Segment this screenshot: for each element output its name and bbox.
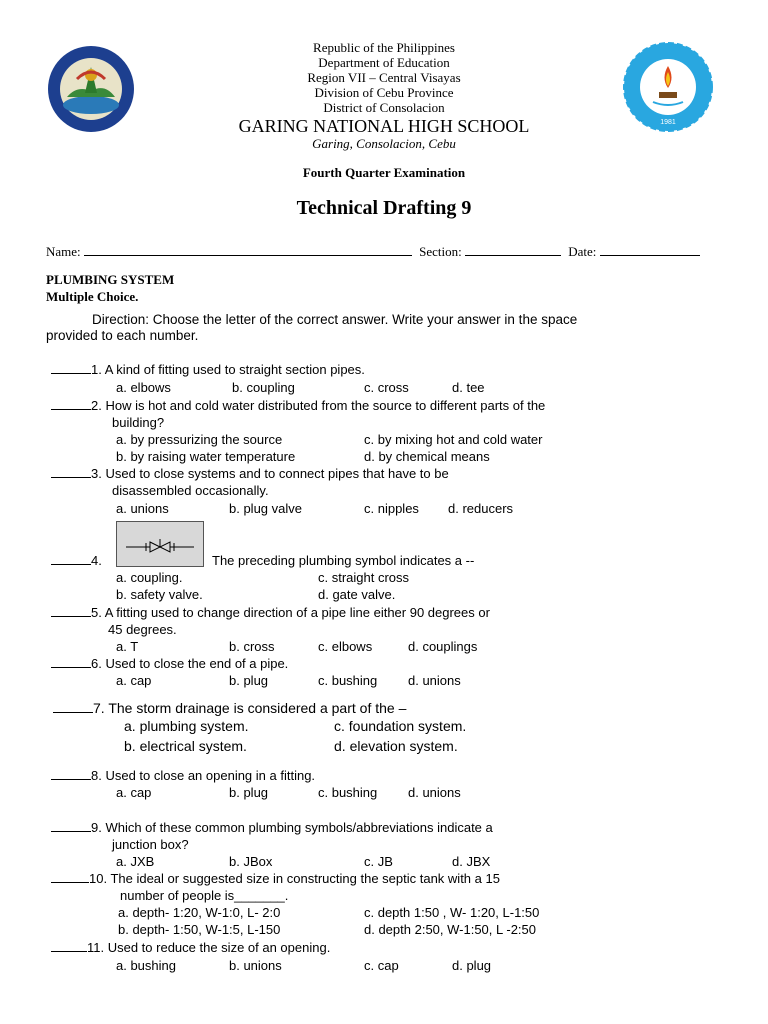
option: b. plug valve — [229, 501, 302, 516]
option: b. electrical system. — [124, 738, 247, 754]
section-label: Section: — [419, 244, 462, 259]
option: d. elevation system. — [334, 738, 458, 754]
answer-blank[interactable] — [51, 939, 87, 952]
option: d. by chemical means — [364, 449, 490, 464]
date-label: Date: — [568, 244, 597, 259]
option: c. by mixing hot and cold water — [364, 432, 543, 447]
option: b. plug — [229, 673, 269, 688]
question-11 — [51, 939, 330, 956]
option: d. reducers — [448, 501, 514, 516]
subject-title: Technical Drafting 9 — [296, 197, 472, 219]
logo-year: 1981 — [660, 119, 676, 126]
option: a. elbows — [116, 380, 171, 395]
answer-blank[interactable] — [51, 767, 91, 780]
option: d. depth 2:50, W-1:50, L -2:50 — [364, 922, 537, 937]
question-8 — [51, 767, 315, 784]
header-line-4: Division of Cebu Province — [314, 85, 454, 100]
exam-title: Fourth Quarter Examination — [302, 165, 466, 180]
question-1 — [51, 361, 365, 378]
option: d. JBX — [452, 854, 491, 869]
answer-blank[interactable] — [51, 604, 91, 617]
header-line-1: Republic of the Philippines — [313, 40, 455, 55]
answer-blank[interactable] — [51, 465, 91, 478]
option: a. cap — [116, 785, 152, 800]
question-continuation: building? — [112, 415, 165, 430]
section-title: PLUMBING SYSTEM — [46, 272, 175, 287]
option: d. gate valve. — [318, 587, 396, 602]
option: c. nipples — [364, 501, 419, 516]
question-continuation: 45 degrees. — [108, 622, 177, 637]
option: c. JB — [364, 854, 393, 869]
header-line-3: Region VII – Central Visayas — [307, 70, 461, 85]
option: b. safety valve. — [116, 587, 203, 602]
question-6 — [51, 655, 288, 672]
section-field[interactable] — [465, 243, 561, 256]
question-text: 5. A fitting used to change direction of a pipe line either 90 degrees or — [91, 605, 490, 620]
question-continuation: disassembled occasionally. — [112, 483, 269, 498]
question-number: 4. — [91, 553, 102, 568]
option: c. bushing — [318, 785, 378, 800]
question-9 — [51, 819, 493, 836]
school-name: GARING NATIONAL HIGH SCHOOL — [238, 116, 530, 136]
option: d. plug — [452, 958, 492, 973]
question-text: 10. The ideal or suggested size in constructing the septic tank with a 15 — [89, 871, 500, 886]
answer-blank[interactable] — [51, 397, 91, 410]
option: c. depth 1:50 , W- 1:20, L-1:50 — [364, 905, 540, 920]
option: a. by pressurizing the source — [116, 432, 283, 447]
option: c. cross — [364, 380, 409, 395]
school-address: Garing, Consolacion, Cebu — [312, 136, 456, 151]
option: a. JXB — [116, 854, 155, 869]
direction-line-2: provided to each number. — [46, 328, 199, 343]
question-text: 11. Used to reduce the size of an opening. — [87, 940, 331, 955]
question-5 — [51, 604, 490, 621]
option: b. JBox — [229, 854, 273, 869]
option: a. coupling. — [116, 570, 183, 585]
question-text: The preceding plumbing symbol indicates a -- — [212, 553, 475, 568]
answer-blank[interactable] — [51, 819, 91, 832]
question-text: 3. Used to close systems and to connect pipes that have to be — [91, 466, 449, 481]
option: d. unions — [408, 785, 461, 800]
question-text: 7. The storm drainage is considered a part of the – — [93, 700, 407, 716]
question-10 — [51, 870, 500, 887]
option: a. unions — [116, 501, 169, 516]
answer-blank[interactable] — [51, 552, 91, 565]
option: c. bushing — [318, 673, 378, 688]
direction-line-1: Direction: Choose the letter of the correct answer. Write your answer in the space — [92, 312, 578, 327]
option: b. cross — [229, 639, 275, 654]
question-2 — [51, 397, 545, 414]
option: b. by raising water temperature — [116, 449, 296, 464]
option: b. coupling — [232, 380, 295, 395]
question-text: 2. How is hot and cold water distributed from the source to different parts of the — [91, 398, 546, 413]
option: c. foundation system. — [334, 718, 467, 734]
section-subtitle: Multiple Choice. — [46, 289, 139, 304]
question-3 — [51, 465, 449, 482]
option: b. plug — [229, 785, 269, 800]
option: d. tee — [452, 380, 485, 395]
question-continuation: number of people is_______. — [120, 888, 289, 903]
question-7 — [53, 699, 406, 717]
answer-blank[interactable] — [51, 870, 89, 883]
option: b. depth- 1:50, W-1:5, L-150 — [118, 922, 281, 937]
answer-blank[interactable] — [51, 361, 91, 374]
option: a. bushing — [116, 958, 176, 973]
option: a. plumbing system. — [124, 718, 249, 734]
name-field[interactable] — [84, 243, 412, 256]
option: d. couplings — [408, 639, 478, 654]
gate-valve-symbol-image — [116, 521, 204, 567]
option: a. depth- 1:20, W-1:0, L- 2:0 — [118, 905, 281, 920]
option: a. T — [116, 639, 139, 654]
question-text: 9. Which of these common plumbing symbols/abbreviations indicate a — [91, 820, 493, 835]
answer-blank[interactable] — [51, 655, 91, 668]
option: c. elbows — [318, 639, 373, 654]
question-4 — [51, 552, 102, 569]
option: c. cap — [364, 958, 399, 973]
question-text: 8. Used to close an opening in a fitting. — [91, 768, 316, 783]
option: b. unions — [229, 958, 282, 973]
option: d. unions — [408, 673, 461, 688]
student-info-line — [46, 243, 700, 260]
answer-blank[interactable] — [53, 700, 93, 713]
question-text: 6. Used to close the end of a pipe. — [91, 656, 289, 671]
question-text: 1. A kind of fitting used to straight section pipes. — [91, 362, 365, 377]
option: a. cap — [116, 673, 152, 688]
name-label: Name: — [46, 244, 81, 259]
header-line-2: Department of Education — [318, 55, 450, 70]
header-line-5: District of Consolacion — [323, 100, 445, 115]
option: c. straight cross — [318, 570, 410, 585]
question-continuation: junction box? — [112, 837, 189, 852]
date-field[interactable] — [600, 243, 700, 256]
